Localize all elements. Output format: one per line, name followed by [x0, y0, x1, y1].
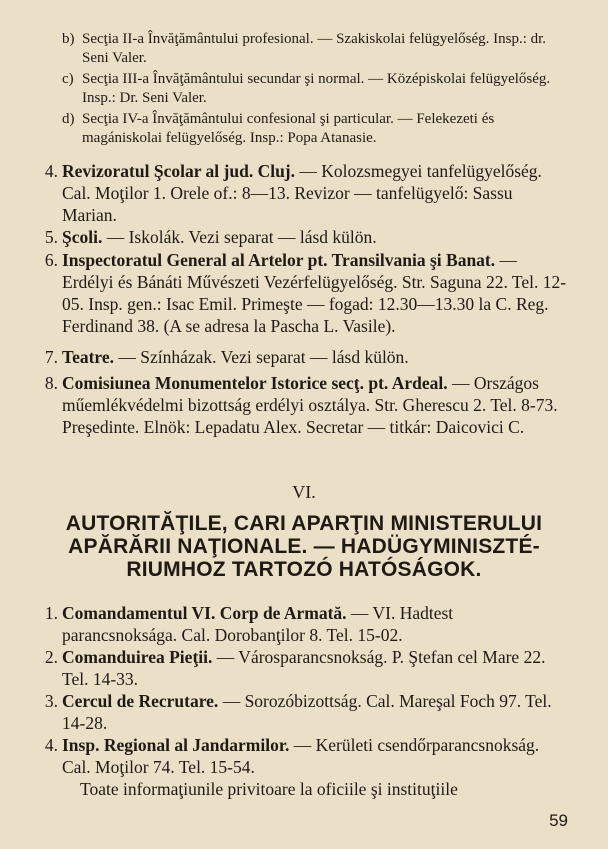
list-item [36, 372, 568, 438]
section-number: VI. [292, 482, 316, 502]
list-item [62, 110, 568, 148]
item-number: 2. [44, 647, 58, 667]
section-heading [28, 512, 580, 581]
item-number: 7. [44, 347, 58, 367]
item-text: Secţia III-a Învăţământului secundar şi normal. — Középiskolai felügyelőség. Insp.: Dr. Seni Valer. [82, 71, 551, 106]
list-item [36, 346, 568, 368]
item-number: 4. [44, 735, 58, 755]
item-text: — Városparancsnokság. P. Ştefan cel Mare 22. Tel. 14-33. [62, 647, 546, 689]
item-text: Secţia IV-a Învăţământului confesional şi particular. — Felekezeti és magániskolai felügyelőség. Insp.: Popa Atanasie. [82, 111, 495, 146]
heading-line: APĂRĂRII NAŢIONALE. — HADÜGYMINISZTÉ- [68, 535, 540, 558]
item-number: 8. [44, 373, 58, 393]
list-item [36, 690, 568, 734]
closing-paragraph: Toate informaţiunile privitoare la oficiile şi instituţiile [80, 779, 458, 799]
item-text: — Színházak. Vezi separat — lásd külön. [114, 347, 409, 367]
item-number: 4. [44, 161, 58, 181]
item-number: 1. [44, 603, 58, 623]
item-title: Teatre. [62, 347, 115, 367]
item-label: d) [62, 111, 75, 127]
item-title: Comandamentul VI. Corp de Armată. [62, 603, 347, 623]
item-label: c) [62, 71, 74, 87]
list-item [36, 734, 568, 778]
item-title: Cercul de Recrutare. [62, 691, 219, 711]
item-title: Comanduirea Pieţii. [62, 647, 213, 667]
item-text: — Erdélyi és Bánáti Művészeti Vezérfelügyelőség. Str. Saguna 22. Tel. 12-05. Insp. gen.: Isac Emil. Primeşte — fogad: 12.30—13.30 la C. Reg. Ferdinand 38. (A se adresa la Pascha L. Vasile). [62, 250, 567, 336]
list-item [36, 602, 568, 646]
item-title: Insp. Regional al Jandarmilor. [62, 735, 290, 755]
item-number: 6. [44, 250, 58, 270]
list-item [62, 30, 568, 68]
heading-line: RIUMHOZ TARTOZÓ HATÓSÁGOK. [126, 558, 482, 581]
item-title: Şcoli. [62, 227, 103, 247]
item-text: — Kolozsmegyei tanfelügyelőség. Cal. Moţilor 1. Orele of.: 8—13. Revizor — tanfelügyelő: Sassu Marian. [62, 161, 542, 225]
item-label: b) [62, 31, 75, 47]
item-text: — Sorozóbizottság. Cal. Mareşal Foch 97. Tel. 14-28. [62, 691, 552, 733]
list-item [36, 226, 568, 248]
list-item [36, 160, 568, 226]
item-number: 5. [44, 227, 58, 247]
item-text: — Kerületi csendőrparancsnokság. Cal. Moţilor 74. Tel. 15-54. [62, 735, 540, 777]
item-title: Comisiunea Monumentelor Istorice secţ. pt. Ardeal. [62, 373, 448, 393]
list-item [62, 70, 568, 108]
list-item [36, 249, 568, 337]
item-text: — Országos műemlékvédelmi bizottság erdélyi osztálya. Str. Gherescu 2. Tel. 8-73. Preşedinte. Elnök: Lepadatu Alex. Secretar — titkár: Daicovici C. [62, 373, 558, 437]
item-title: Revizoratul Şcolar al jud. Cluj. [62, 161, 296, 181]
item-text: — VI. Hadtest parancsnoksága. Cal. Dorobanţilor 8. Tel. 15-02. [62, 603, 454, 645]
item-number: 3. [44, 691, 58, 711]
list-item [36, 646, 568, 690]
item-title: Inspectoratul General al Artelor pt. Transilvania şi Banat. [62, 250, 496, 270]
item-text: — Iskolák. Vezi separat — lásd külön. [102, 227, 377, 247]
page-number: 59 [549, 811, 568, 830]
heading-line: AUTORITĂŢILE, CARI APARŢIN MINISTERULUI [65, 512, 543, 535]
item-text: Secţia II-a Învăţământului profesional. — Szakiskolai felügyelőség. Insp.: dr. Seni Valer. [82, 31, 547, 66]
